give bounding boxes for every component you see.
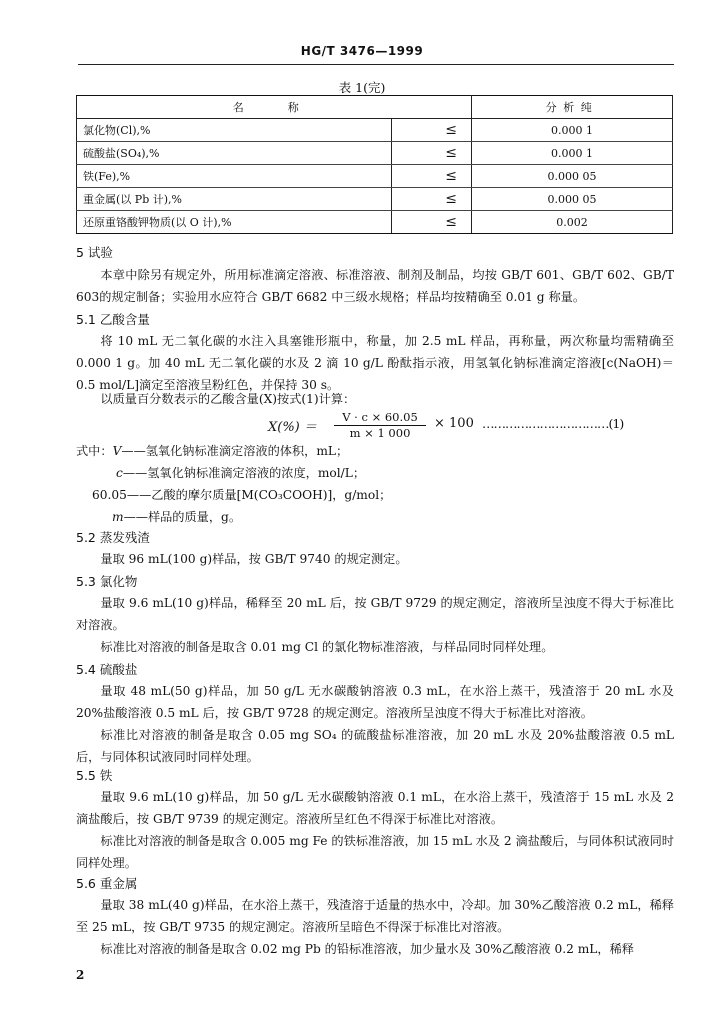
where-line xyxy=(92,484,391,506)
section-5-3-text: 量取 9.6 mL(10 g)样品，稀释至 20 mL 后，按 GB/T 9729 的规定测定，溶液所呈浊度不得大于标准比对溶液。 xyxy=(76,596,674,632)
standard-header: HG/T 3476—1999 xyxy=(300,44,424,58)
row-symbol: ≤ xyxy=(392,165,472,188)
where-symbol: c xyxy=(116,466,123,480)
table-row xyxy=(77,211,673,234)
where-line xyxy=(116,462,365,484)
page-number: 2 xyxy=(76,968,85,982)
header-name: 名 称 xyxy=(77,96,472,119)
table-header-row xyxy=(77,96,673,119)
formula-lhs: X(%) ＝ xyxy=(268,420,317,435)
where-line xyxy=(76,440,348,462)
row-name: 铁(Fe),% xyxy=(77,165,392,188)
where-text: ——乙酸的摩尔质量[M(CO₃COOH)]，g/mol； xyxy=(126,488,392,502)
section-5-5-text: 量取 9.6 mL(10 g)样品，加 50 g/L 无水碳酸钠溶液 0.1 mL，在水浴上蒸干，残渣溶于 15 mL 水及 2 滴盐酸后，按 GB/T 9739 的规定测定。溶液所呈红色不得深于标准比对溶液。 xyxy=(76,790,674,826)
section-5-4-standard: 标准比对溶液的制备是取含 0.05 mg SO₄ 的硫酸盐标准溶液，加 20 mL 水及 20%盐酸溶液 0.5 mL后，与同体积试液同时同样处理。 xyxy=(76,728,674,764)
section-5-5-standard: 标准比对溶液的制备是取含 0.005 mg Fe 的铁标准溶液，加 15 mL 水及 2 滴盐酸后，与同体积试液同时同样处理。 xyxy=(76,834,674,870)
acetic-acid-formula xyxy=(268,410,688,440)
section-5-6-title: 5.6 重金属 xyxy=(76,876,138,891)
row-value: 0.002 xyxy=(472,211,673,234)
row-name: 氯化物(Cl),% xyxy=(77,119,392,142)
where-text: ——氢氧化钠标准滴定溶液的浓度，mol/L； xyxy=(122,466,366,480)
formula-number: ……………………………(1) xyxy=(482,416,624,431)
section-5-6-text: 量取 38 mL(40 g)样品，在水浴上蒸干，残渣溶于适量的热水中，冷却。加 30%乙酸溶液 0.2 mL，稀释至 25 mL，按 GB/T 9735 的规定测定。溶液所呈暗色不得深于标准比对溶液。 xyxy=(76,898,674,934)
table-caption: 表 1(完) xyxy=(338,80,386,95)
where-prefix: 式中： xyxy=(76,444,113,458)
section-5-2-text: 量取 96 mL(100 g)样品，按 GB/T 9740 的规定测定。 xyxy=(100,552,408,566)
section-5-1-title: 5.1 乙酸含量 xyxy=(76,312,150,327)
header-value: 分析纯 xyxy=(472,96,673,119)
row-name: 硫酸盐(SO₄),% xyxy=(77,142,392,165)
table-row xyxy=(77,119,673,142)
section-5-2-title: 5.2 蒸发残渣 xyxy=(76,530,150,545)
where-symbol: m xyxy=(112,510,124,524)
row-name: 还原重铬酸钾物质(以 O 计),% xyxy=(77,211,392,234)
section-5-6-standard: 标准比对溶液的制备是取含 0.02 mg Pb 的铅标准溶液，加少量水及 30%乙酸溶液 0.2 mL，稀释 xyxy=(100,942,634,956)
row-name: 重金属(以 Pb 计),% xyxy=(77,188,392,211)
formula-numerator: V · c × 60.05 xyxy=(334,410,426,426)
header-rule xyxy=(78,64,674,65)
table-row xyxy=(77,188,673,211)
where-symbol: 60.05 xyxy=(92,488,127,502)
formula-fraction xyxy=(334,410,426,440)
section-5-4-text: 量取 48 mL(50 g)样品，加 50 g/L 无水碳酸钠溶液 0.3 mL，在水浴上蒸干，残渣溶于 20 mL 水及 20%盐酸溶液 0.5 mL 后，按 GB/T 9728 的规定测定。溶液所呈浊度不得大于标准比对溶液。 xyxy=(76,684,674,720)
section-5-1-formula-intro: 以质量百分数表示的乙酸含量(X)按式(1)计算： xyxy=(100,392,356,406)
row-value: 0.000 05 xyxy=(472,188,673,211)
section-5-5-title: 5.5 铁 xyxy=(76,768,113,783)
where-symbol: V xyxy=(112,444,122,458)
row-value: 0.000 05 xyxy=(472,165,673,188)
table-row xyxy=(77,165,673,188)
table-row xyxy=(77,142,673,165)
section-5-1-procedure: 将 10 mL 无二氧化碳的水注入具塞锥形瓶中，称量，加 2.5 mL 样品，再称量，两次称量均需精确至 0.000 1 g。加 40 mL 无二氧化碳的水及 2 滴 10 g/L 酚酞指示液，用氢氧化钠标准滴定溶液[c(NaOH)＝0.5 mol/L]滴定至溶液呈粉红色，并保持 30 s。 xyxy=(76,334,674,392)
section-5-3-title: 5.3 氯化物 xyxy=(76,574,138,589)
section-5-3-standard: 标准比对溶液的制备是取含 0.01 mg Cl 的氯化物标准溶液，与样品同时同样处理。 xyxy=(100,640,554,654)
row-value: 0.000 1 xyxy=(472,142,673,165)
spec-table xyxy=(76,95,673,234)
row-symbol: ≤ xyxy=(392,211,472,234)
row-symbol: ≤ xyxy=(392,188,472,211)
formula-multiplier: × 100 xyxy=(434,416,474,431)
where-line xyxy=(112,506,241,528)
section-5-title: 5 试验 xyxy=(76,245,113,260)
where-text: ——样品的质量，g。 xyxy=(123,510,242,524)
formula-denominator: m × 1 000 xyxy=(349,426,411,440)
row-symbol: ≤ xyxy=(392,142,472,165)
row-value: 0.000 1 xyxy=(472,119,673,142)
where-text: ——氢氧化钠标准滴定溶液的体积，mL； xyxy=(121,444,349,458)
section-5-intro: 本章中除另有规定外，所用标准滴定溶液、标准溶液、制剂及制品，均按 GB/T 601、GB/T 602、GB/T 603的规定制备；实验用水应符合 GB/T 6682 中三级水规格；样品均按精确至 0.01 g 称量。 xyxy=(76,268,674,304)
section-5-4-title: 5.4 硫酸盐 xyxy=(76,662,138,677)
row-symbol: ≤ xyxy=(392,119,472,142)
